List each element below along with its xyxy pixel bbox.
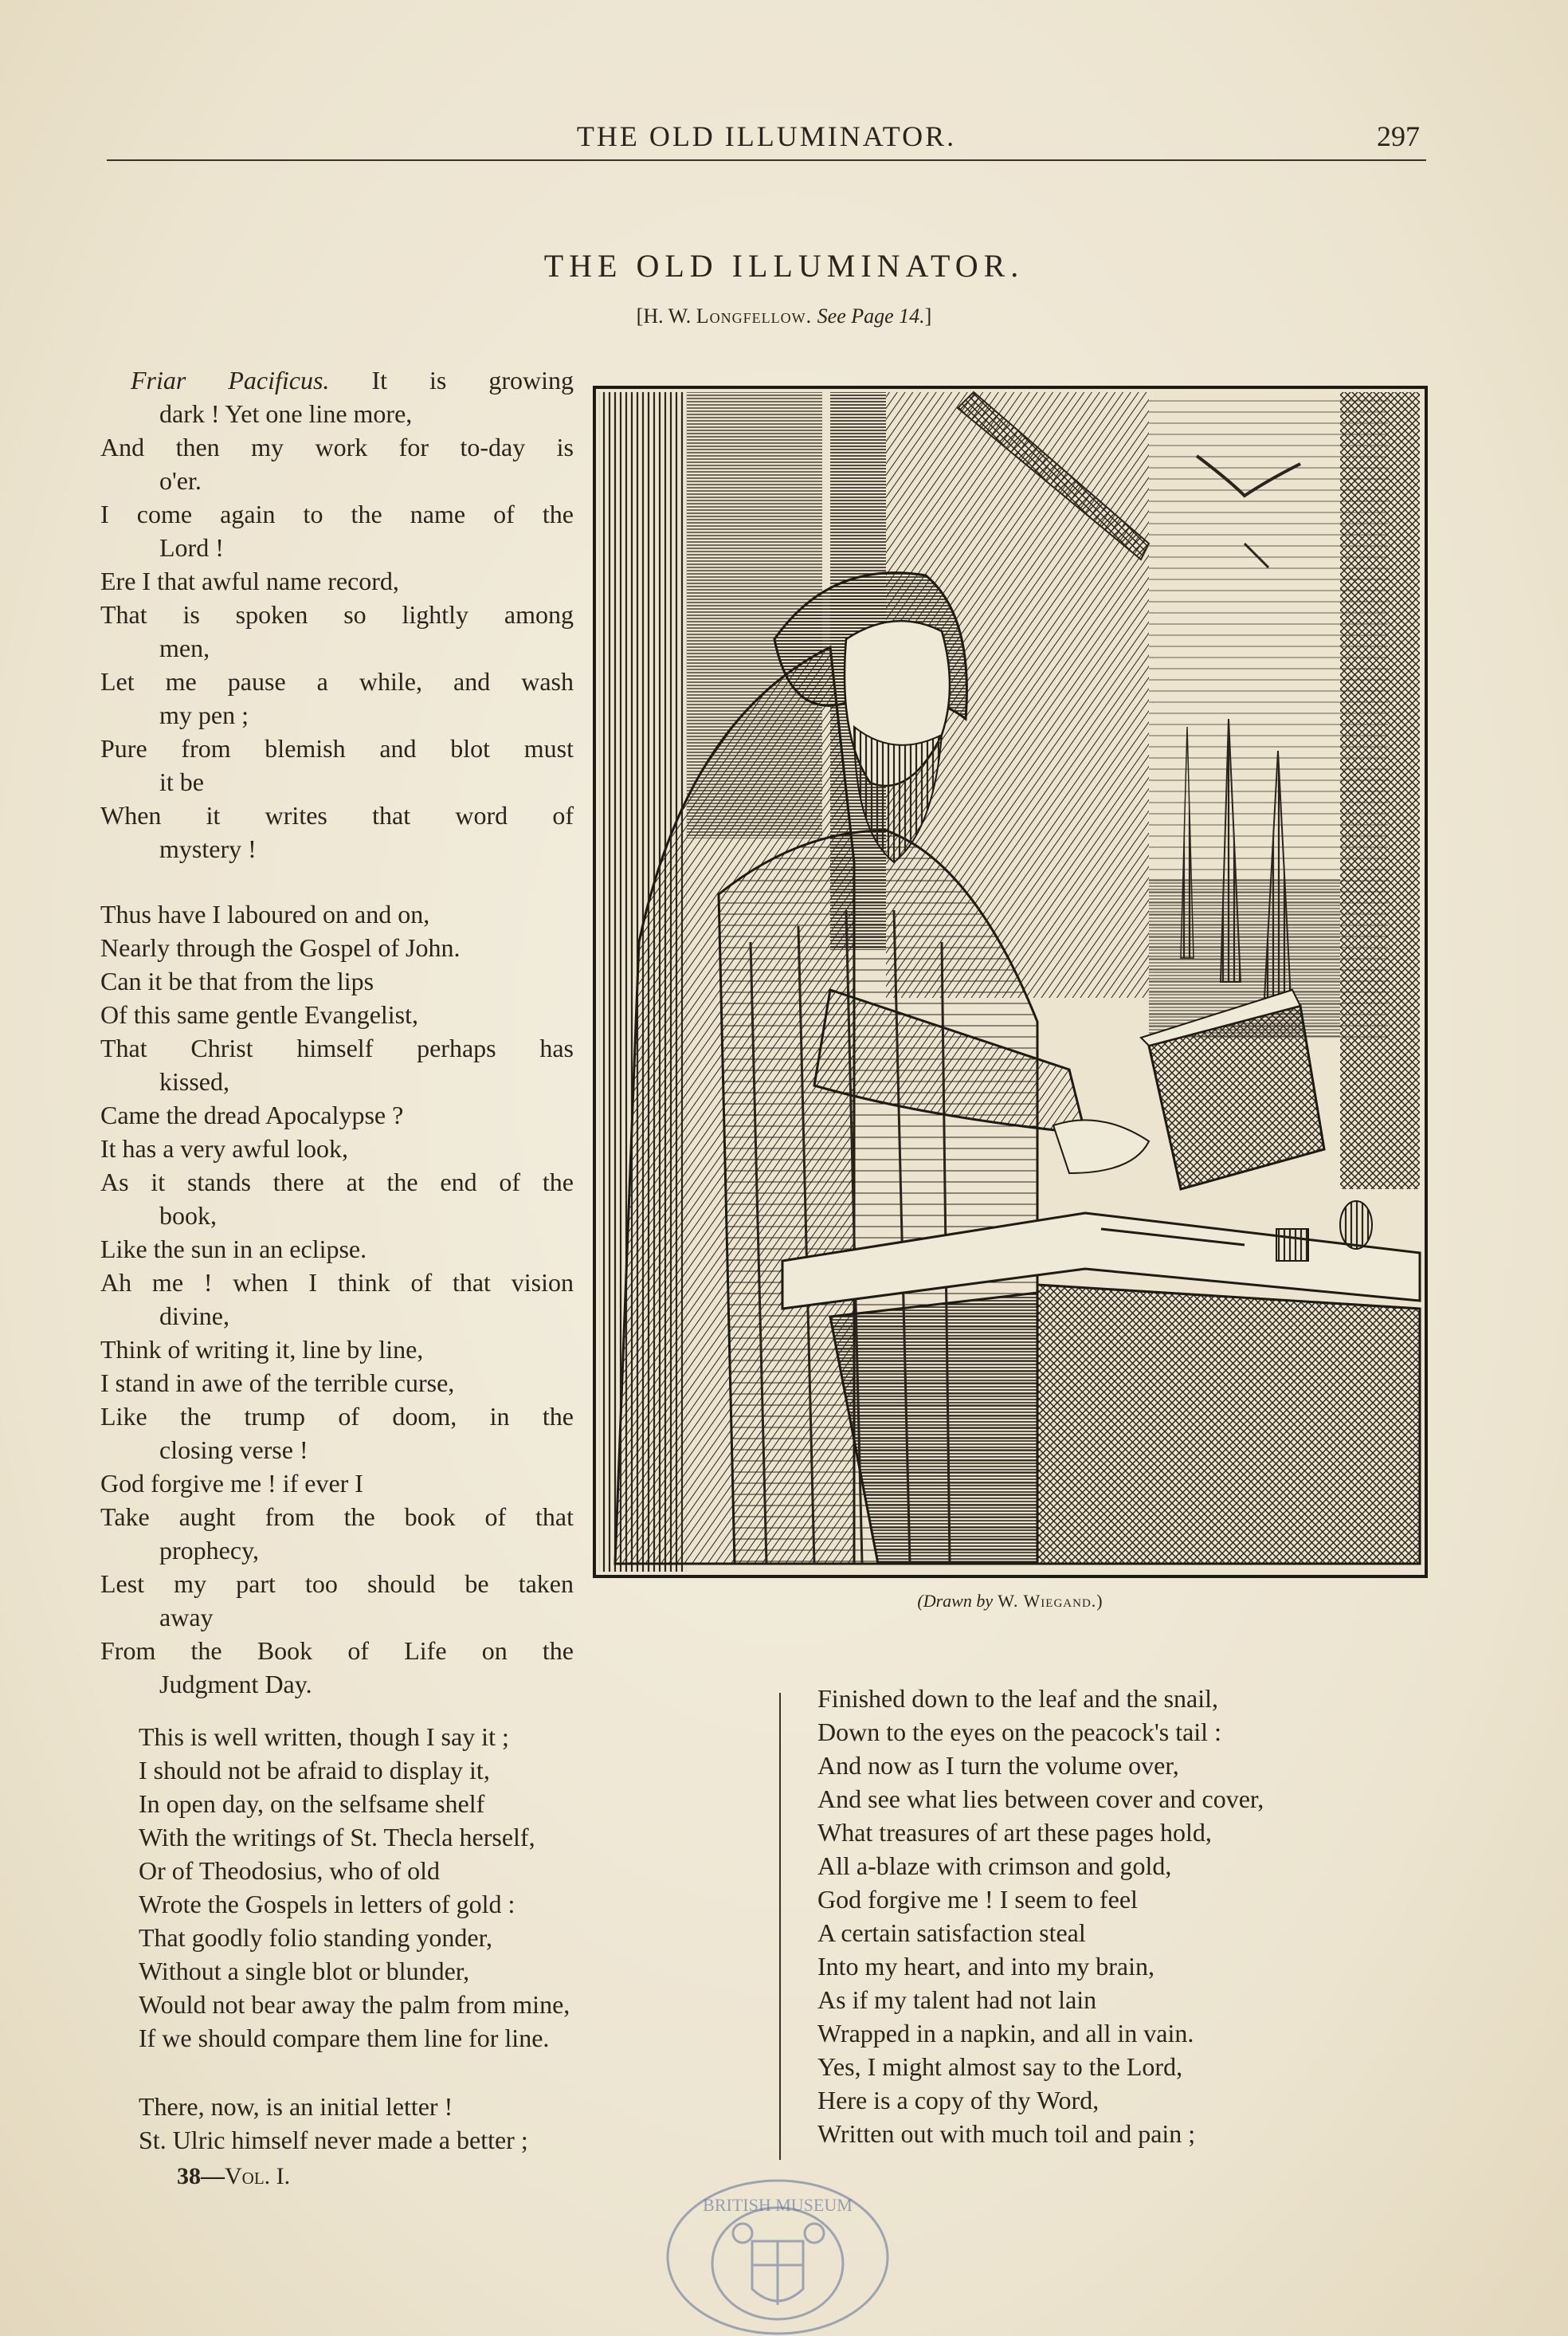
verse-line: Ere I that awful name record, <box>100 567 399 595</box>
verse-line: Nearly through the Gospel of John. <box>100 933 461 962</box>
right-column <box>817 1682 1439 2150</box>
stanza-1 <box>100 363 574 866</box>
verse-line: mystery ! <box>159 834 257 863</box>
verse-line: Let me pause a while, and wash <box>100 667 574 696</box>
attribution-open: [H. W. <box>636 304 696 328</box>
speaker-name: Friar Pacificus. <box>131 366 330 395</box>
verse-line: prophecy, <box>159 1536 259 1565</box>
caption-drawn-by: (Drawn by <box>917 1591 994 1611</box>
attribution-see: See Page 14. <box>812 304 925 328</box>
verse-line: That goodly folio standing yonder, <box>139 1923 492 1952</box>
british-museum-stamp <box>663 2169 892 2336</box>
verse-line: Wrote the Gospels in letters of gold : <box>139 1890 515 1918</box>
left-column <box>100 363 574 1733</box>
verse-line: God forgive me ! if ever I <box>100 1469 363 1498</box>
verse-line: From the Book of Life on the <box>100 1636 574 1665</box>
verse-line: All a-blaze with crimson and gold, <box>817 1851 1172 1880</box>
verse-line: Lest my part too should be taken <box>100 1569 574 1598</box>
verse-line: Ah me ! when I think of that vision <box>100 1268 574 1297</box>
page-number: 297 <box>1377 120 1420 152</box>
verse-line: In open day, on the selfsame shelf <box>139 1789 485 1818</box>
stanza-2 <box>100 897 574 1701</box>
verse-line: That Christ himself perhaps has <box>100 1034 574 1062</box>
verse-line: book, <box>159 1201 217 1230</box>
verse-line: Written out with much toil and pain ; <box>817 2119 1196 2148</box>
verse-line: And now as I turn the volume over, <box>817 1751 1179 1780</box>
signature-mark <box>177 2163 290 2190</box>
attribution-close: ] <box>924 304 932 328</box>
verse-line: kissed, <box>159 1067 229 1096</box>
verse-line: With the writings of St. Thecla herself, <box>139 1823 535 1851</box>
verse-line: Like the trump of doom, in the <box>100 1402 574 1431</box>
verse-line: away <box>159 1603 214 1631</box>
verse-line: it be <box>159 768 204 796</box>
verse-line: Or of Theodosius, who of old <box>139 1856 441 1885</box>
verse-line: Finished down to the leaf and the snail, <box>817 1684 1219 1713</box>
verse-line: Think of writing it, line by line, <box>100 1335 424 1364</box>
verse-line: As it stands there at the end of the <box>100 1168 574 1196</box>
verse-line: God forgive me ! I seem to feel <box>817 1885 1138 1914</box>
verse-line: I should not be afraid to display it, <box>139 1756 490 1784</box>
verse-line: Without a single blot or blunder, <box>139 1957 470 1985</box>
verse-line: divine, <box>159 1301 229 1330</box>
verse-line: A certain satisfaction steal <box>817 1918 1086 1947</box>
signature-volume: Vol. I. <box>225 2163 291 2189</box>
left-column-lower <box>139 1720 696 2055</box>
verse-line: If we should compare them line for line. <box>139 2024 550 2052</box>
engraving-illustration <box>591 384 1429 1580</box>
verse-line: dark ! Yet one line more, <box>159 399 413 428</box>
verse-line: That is spoken so lightly among <box>100 600 574 629</box>
verse-line: Take aught from the book of that <box>100 1502 574 1531</box>
verse-line: Thus have I laboured on and on, <box>100 900 430 929</box>
running-header <box>107 120 1426 159</box>
verse-line: Wrapped in a napkin, and all in vain. <box>817 2019 1194 2047</box>
signature-number: 38— <box>177 2163 225 2189</box>
verse-line: When it writes that word of <box>100 801 574 830</box>
verse-line: I stand in awe of the terrible curse, <box>100 1368 455 1397</box>
attribution-author: Longfellow. <box>696 304 813 328</box>
verse-line: men, <box>159 634 210 662</box>
first-line-rest: It is growing <box>371 366 574 395</box>
verse-line: Can it be that from the lips <box>100 967 374 995</box>
verse-line: This is well written, though I say it ; <box>139 1722 509 1751</box>
illustration-caption <box>591 1591 1429 1612</box>
poem-attribution <box>0 304 1568 328</box>
verse-line: Into my heart, and into my brain, <box>817 1952 1155 1981</box>
verse-line: Would not bear away the palm from mine, <box>139 1990 570 2019</box>
verse-line: closing verse ! <box>159 1435 308 1464</box>
left-column-bottom <box>139 2090 696 2157</box>
verse-line: Here is a copy of thy Word, <box>817 2086 1100 2114</box>
verse-line: Like the sun in an eclipse. <box>100 1235 367 1263</box>
verse-line: And see what lies between cover and cover, <box>817 1784 1264 1813</box>
verse-line: As if my talent had not lain <box>817 1985 1097 2014</box>
verse-line: Yes, I might almost say to the Lord, <box>817 2052 1183 2081</box>
verse-line: Lord ! <box>159 533 224 562</box>
verse-line: There, now, is an initial letter ! <box>139 2092 453 2121</box>
verse-line: I come again to the name of the <box>100 500 574 528</box>
caption-artist: W. Wiegand.) <box>993 1591 1103 1611</box>
verse-line: Came the dread Apocalypse ? <box>100 1101 404 1129</box>
verse-line: Judgment Day. <box>159 1670 312 1698</box>
header-rule <box>107 159 1426 161</box>
verse-line: my pen ; <box>159 701 249 729</box>
stamp-text: BRITISH MUSEUM <box>703 2195 853 2215</box>
verse-line: What treasures of art these pages hold, <box>817 1818 1212 1847</box>
verse-line: It has a very awful look, <box>100 1134 349 1163</box>
verse-line: Down to the eyes on the peacock's tail : <box>817 1718 1221 1746</box>
verse-line: Pure from blemish and blot must <box>100 734 574 763</box>
verse-line-1 <box>100 363 574 397</box>
verse-line: o'er. <box>159 466 202 495</box>
column-divider <box>779 1693 781 2160</box>
verse-line: St. Ulric himself never made a better ; <box>139 2126 528 2154</box>
running-title: THE OLD ILLUMINATOR. <box>576 120 957 152</box>
verse-line: Of this same gentle Evangelist, <box>100 1000 419 1029</box>
poem-title: THE OLD ILLUMINATOR. <box>543 248 1025 284</box>
verse-line: And then my work for to-day is <box>100 433 574 461</box>
